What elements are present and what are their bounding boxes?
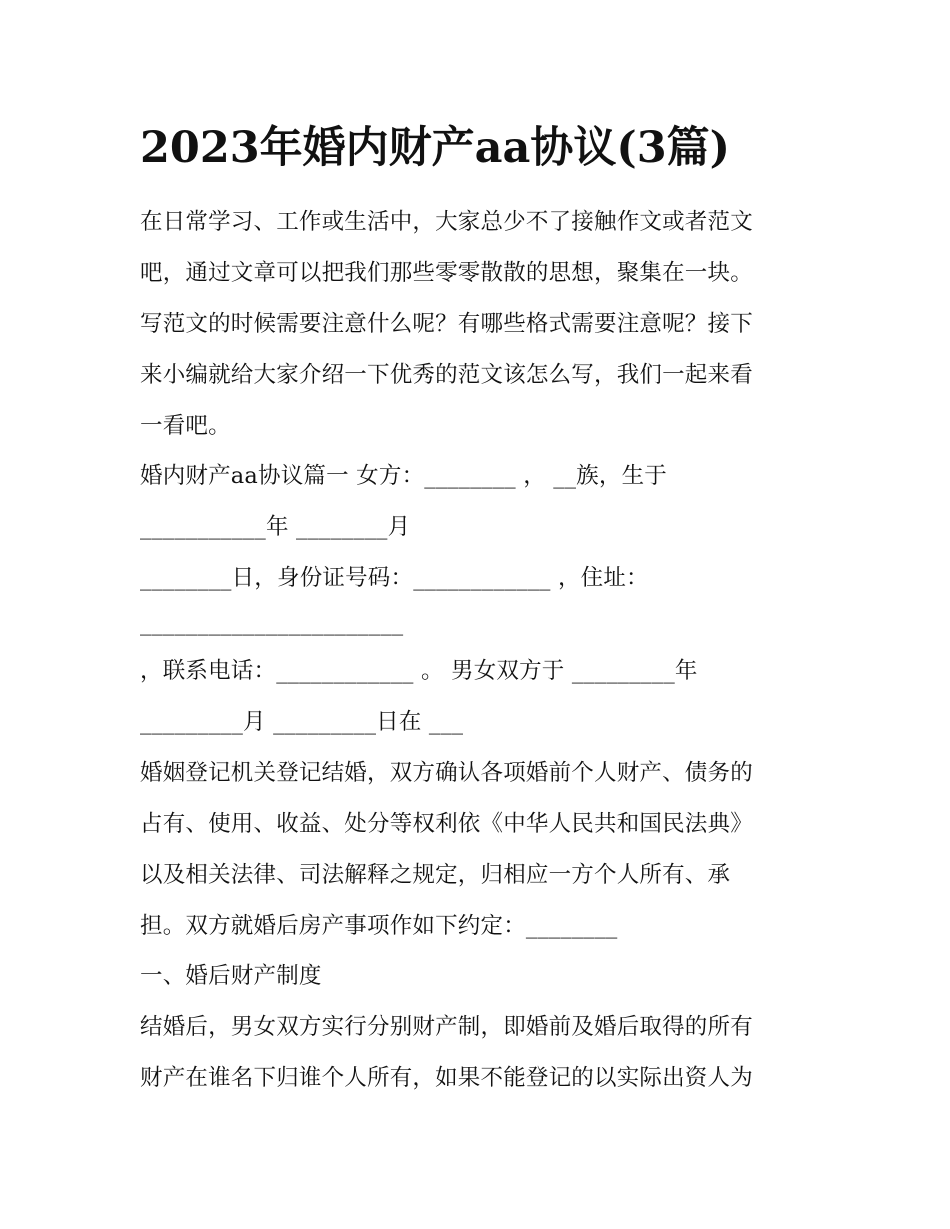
paragraph-line: _________月 _________日在 ___ <box>140 709 464 735</box>
paragraph-line: 财产在谁名下归谁个人所有，如果不能登记的以实际出资人为 <box>140 1065 753 1091</box>
paragraph-line: 占有、使用、收益、处分等权利依《中华人民共和国民法典》 <box>140 811 753 837</box>
paragraph-line: ___________年 ________月 <box>140 514 411 540</box>
paragraph-line: 在日常学习、工作或生活中，大家总少不了接触作文或者范文 <box>140 209 753 235</box>
paragraph-line: _______________________ <box>140 610 404 636</box>
paragraph-line: 来小编就给大家介绍一下优秀的范文该怎么写，我们一起来看 <box>140 362 753 388</box>
paragraph-line: 以及相关法律、司法解释之规定，归相应一方个人所有、承 <box>140 862 731 888</box>
paragraph-line: 写范文的时候需要注意什么呢？有哪些格式需要注意呢？接下 <box>140 311 753 337</box>
paragraph-line: 婚姻登记机关登记结婚，双方确认各项婚前个人财产、债务的 <box>140 760 753 786</box>
paragraph-line: 担。双方就婚后房产事项作如下约定：________ <box>140 913 618 939</box>
section-heading: 一、婚后财产制度 <box>140 963 322 989</box>
paragraph-line: ________日，身份证号码：____________ ，住址： <box>140 565 649 591</box>
paragraph-line: 一看吧。 <box>140 413 231 439</box>
paragraph-line: 吧，通过文章可以把我们那些零零散散的思想，聚集在一块。 <box>140 260 753 286</box>
paragraph-line: 婚内财产aa协议篇一 女方：________ ， __族，生于 <box>140 463 667 489</box>
paragraph-line: 结婚后，男女双方实行分别财产制，即婚前及婚后取得的所有 <box>140 1014 753 1040</box>
paragraph-line: ，联系电话：____________ 。 男女双方于 _________年 <box>140 658 698 684</box>
document-title: 2023年婚内财产aa协议(3篇) <box>140 123 731 173</box>
